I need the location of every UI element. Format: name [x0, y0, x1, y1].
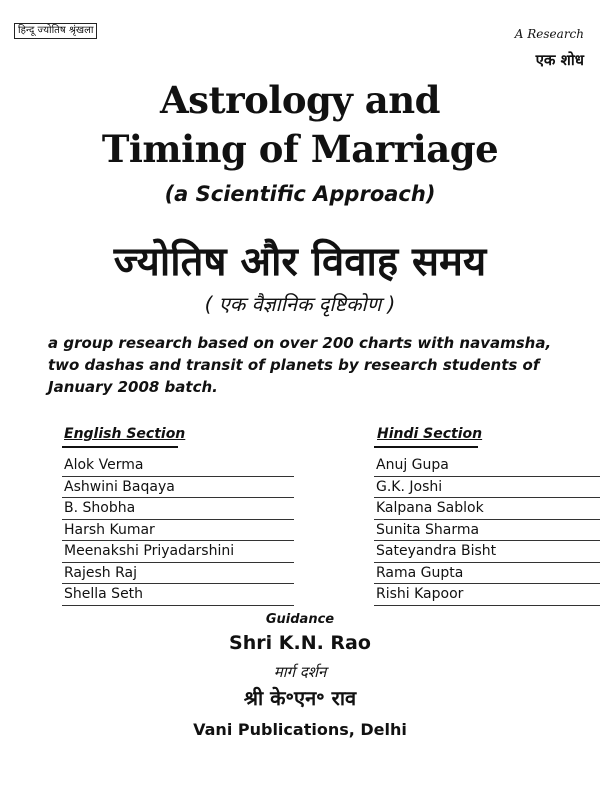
list-item: Rajesh Raj — [62, 563, 294, 585]
research-label-hindi: एक शोध — [535, 51, 584, 69]
list-item: Alok Verma — [62, 455, 294, 477]
list-item: B. Shobha — [62, 498, 294, 520]
hindi-section-heading: Hindi Section — [377, 426, 483, 442]
title-line-2: Timing of Marriage — [101, 127, 499, 171]
list-item: Meenakshi Priyadarshini — [62, 541, 294, 563]
list-item: Sateyandra Bisht — [374, 541, 600, 563]
guidance-label-hindi: मार्ग दर्शन — [273, 663, 327, 681]
title-line-1: Astrology and — [159, 78, 441, 122]
hindi-title: ज्योतिष और विवाह समय — [113, 239, 487, 285]
english-name-list — [62, 455, 294, 606]
subtitle: (a Scientific Approach) — [164, 182, 436, 206]
guide-name-hindi: श्री के॰एन॰ राव — [243, 686, 357, 710]
list-item: Rama Gupta — [374, 563, 600, 585]
hindi-name-list — [374, 455, 600, 606]
list-item: Harsh Kumar — [62, 520, 294, 542]
list-item: Shella Seth — [62, 584, 294, 606]
description: a group research based on over 200 charts with navamsha, two dashas and transit of planets by research students of January 2008 batch. — [48, 334, 552, 396]
list-item: Rishi Kapoor — [374, 584, 600, 606]
hindi-subtitle: ( एक वैज्ञानिक दृष्टिकोण ) — [204, 292, 396, 316]
hindi-heading-rule — [374, 446, 478, 448]
english-heading-rule — [62, 446, 178, 448]
list-item: Ashwini Baqaya — [62, 477, 294, 499]
list-item: Kalpana Sablok — [374, 498, 600, 520]
guidance-label: Guidance — [265, 612, 335, 627]
list-item: G.K. Joshi — [374, 477, 600, 499]
list-item: Anuj Gupa — [374, 455, 600, 477]
english-section-heading: English Section — [64, 426, 186, 442]
series-label: हिन्दू ज्योतिष श्रृंखला — [14, 23, 97, 39]
guide-name: Shri K.N. Rao — [229, 632, 371, 654]
publisher: Vani Publications, Delhi — [193, 720, 407, 739]
list-item: Sunita Sharma — [374, 520, 600, 542]
research-label: A Research — [514, 27, 584, 41]
